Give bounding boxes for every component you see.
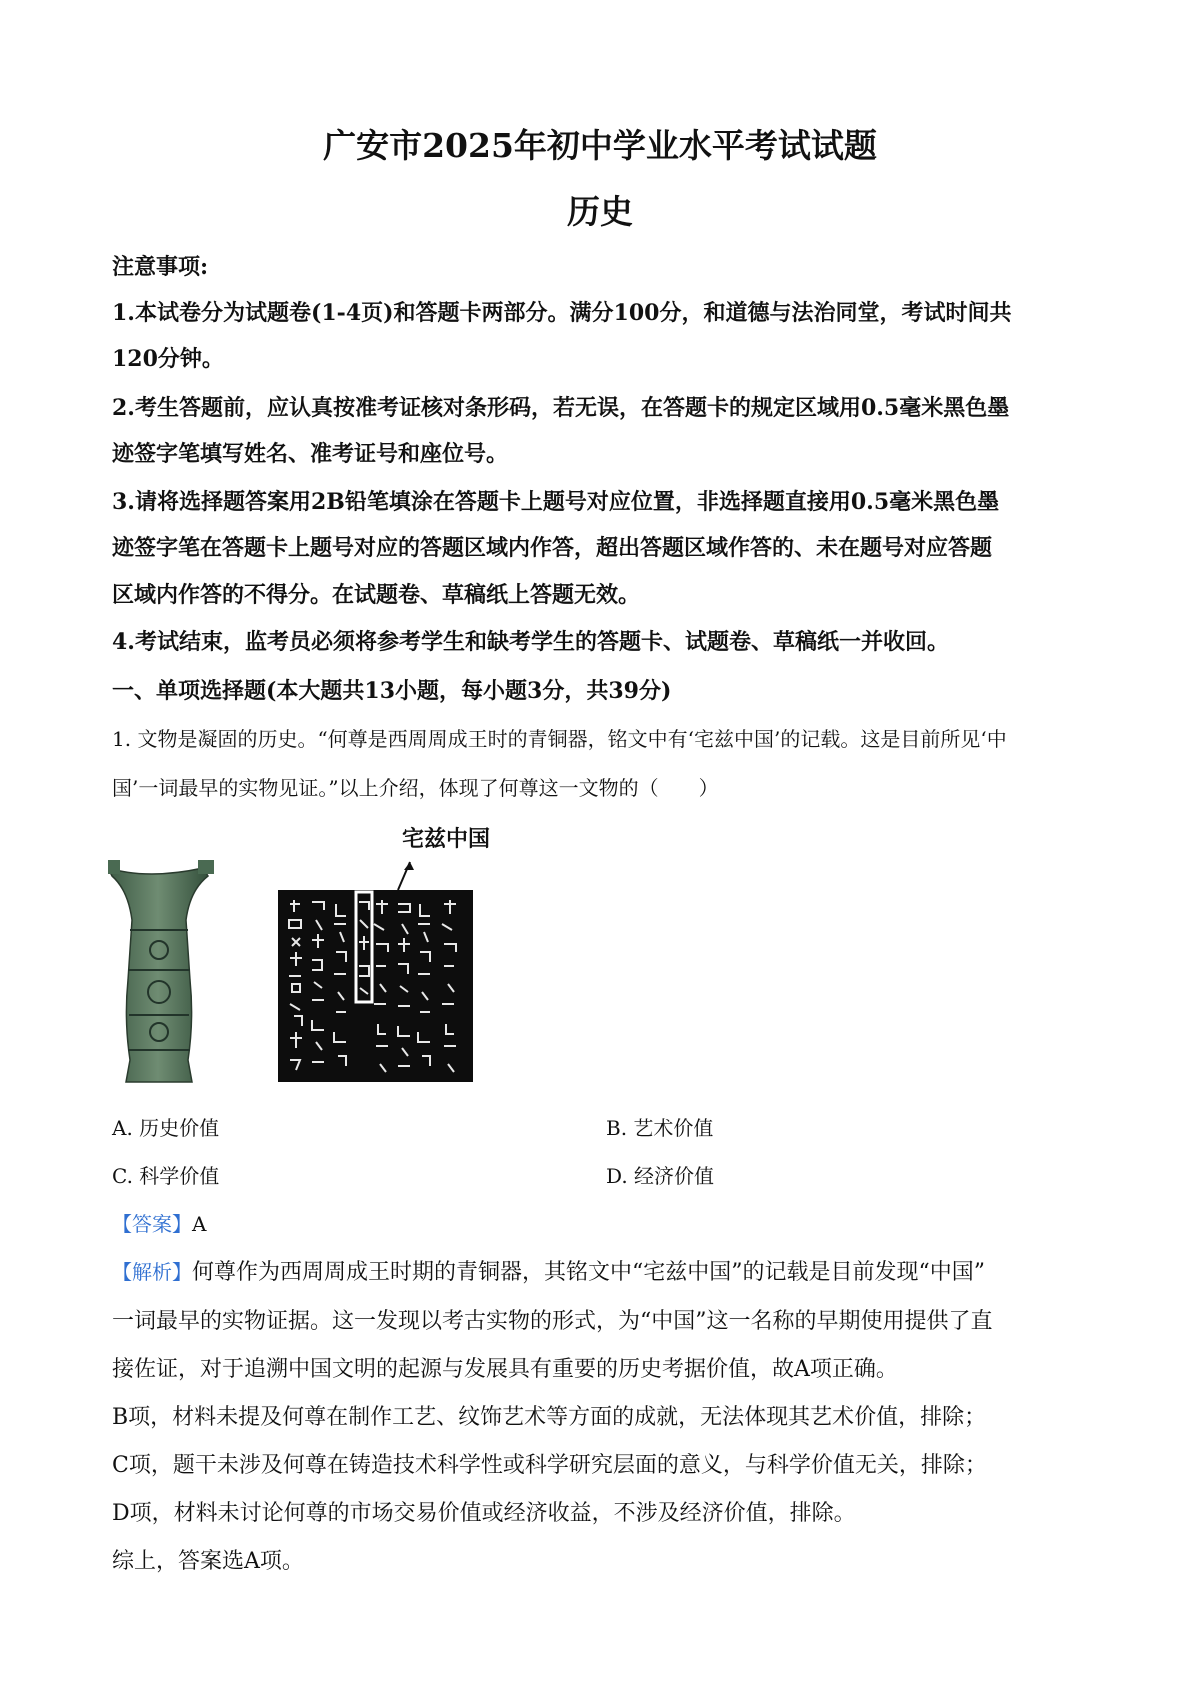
analysis-line-c: C项，题干未涉及何尊在铸造技术科学性或科学研究层面的意义，与科学价值无关，排除； [112,1453,987,1478]
notice-line-3b: 迹签字笔在答题卡上题号对应的答题区域内作答，超出答题区域作答的、未在题号对应答题 [112,535,993,561]
figure-caption: 宅兹中国 [402,827,491,852]
analysis-tag: 【解析】 [112,1260,192,1284]
analysis-line-1 [112,1255,985,1286]
section-heading: 一、单项选择题(本大题共13小题，每小题3分，共39分) [112,678,672,704]
analysis-line-b: B项，材料未提及何尊在制作工艺、纹饰艺术等方面的成就，无法体现其艺术价值，排除； [112,1405,987,1430]
notice-line-2b: 迹签字笔填写姓名、准考证号和座位号。 [112,441,509,467]
option-c: C. 科学价值 [112,1164,220,1188]
notice-line-1a: 1.本试卷分为试题卷(1-4页)和答题卡两部分。满分100分，和道德与法治同堂，考试时间共 [112,300,1012,326]
bronze-vessel-image [108,860,214,1082]
question-1-line-1: 1. 文物是凝固的历史。“何尊是西周周成王时的青铜器，铭文中有‘宅兹中国’的记载。这是目前所见‘中 [112,727,1007,751]
inscription-rubbing-image [278,890,473,1082]
answer-value: A [192,1212,207,1236]
notice-heading: 注意事项: [112,254,209,280]
he-zun-figure [108,820,528,1090]
option-d: D. 经济价值 [606,1164,715,1188]
notice-line-2a: 2.考生答题前，应认真按准考证核对条形码，若无误，在答题卡的规定区域用0.5毫米黑色墨 [112,395,1010,421]
notice-line-4: 4.考试结束，监考员必须将参考学生和缺考学生的答题卡、试题卷、草稿纸一并收回。 [112,629,949,655]
notice-line-1b: 120分钟。 [112,346,224,372]
page-title: 广安市2025年初中学业水平考试试题 [323,126,877,165]
conclusion-line: 综上，答案选A项。 [112,1549,304,1574]
analysis-text-1: 何尊作为西周周成王时期的青铜器，其铭文中“宅兹中国”的记载是目前发现“中国” [192,1260,985,1285]
answer-tag: 【答案】 [112,1212,192,1236]
option-b: B. 艺术价值 [606,1116,714,1140]
analysis-line-3: 接佐证，对于追溯中国文明的起源与发展具有重要的历史考据价值，故A项正确。 [112,1357,898,1382]
subject-title: 历史 [567,192,633,231]
question-1-line-2: 国’一词最早的实物见证。”以上介绍，体现了何尊这一文物的（ ） [112,776,719,800]
option-a: A. 历史价值 [112,1116,220,1140]
answer-line [112,1208,206,1237]
notice-line-3a: 3.请将选择题答案用2B铅笔填涂在答题卡上题号对应位置，非选择题直接用0.5毫米黑色墨 [112,489,1000,515]
analysis-line-d: D项，材料未讨论何尊的市场交易价值或经济收益，不涉及经济价值，排除。 [112,1501,856,1526]
analysis-line-2: 一词最早的实物证据。这一发现以考古实物的形式，为“中国”这一名称的早期使用提供了直 [112,1309,993,1334]
notice-line-3c: 区域内作答的不得分。在试题卷、草稿纸上答题无效。 [112,582,641,608]
